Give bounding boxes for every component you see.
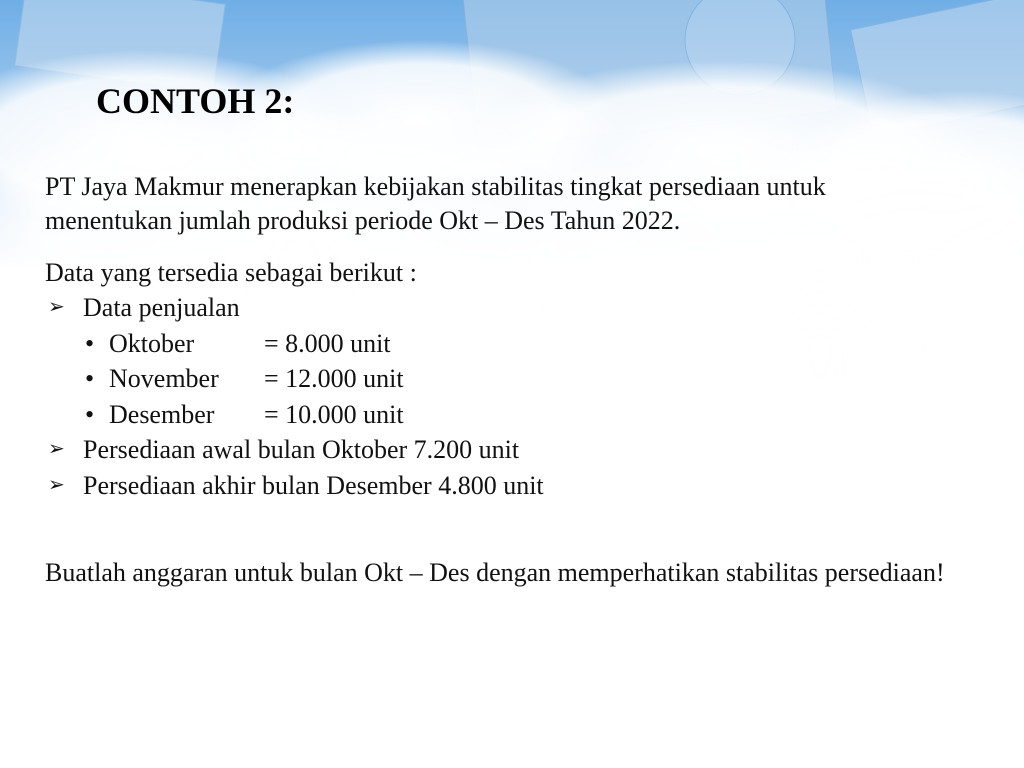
sales-month: November <box>109 364 219 393</box>
sales-value: = 10.000 unit <box>264 399 404 429</box>
arrow-bullet-icon: ➢ <box>48 438 65 460</box>
slide-title: CONTOH 2: <box>96 81 295 121</box>
sales-item <box>45 361 544 397</box>
bullet-dot-icon: • <box>85 328 95 358</box>
data-intro: Data yang tersedia sebagai berikut : <box>45 258 417 287</box>
sales-item <box>45 397 544 433</box>
sales-month: Desember <box>109 399 215 429</box>
list-item <box>45 290 544 326</box>
list-item <box>45 468 544 504</box>
sales-sublist <box>45 326 544 433</box>
instruction-paragraph: Buatlah anggaran untuk bulan Okt – Des dengan memperhatikan stabilitas persediaan! <box>45 558 945 587</box>
list-item-label: Data penjualan <box>83 293 240 322</box>
arrow-bullet-icon: ➢ <box>48 473 65 496</box>
sales-month: Oktober <box>109 328 195 358</box>
data-list <box>45 290 544 503</box>
bullet-dot-icon: • <box>85 399 95 429</box>
sales-item <box>45 326 544 362</box>
bullet-dot-icon: • <box>85 364 95 393</box>
sales-value: = 8.000 unit <box>264 328 391 358</box>
sales-value: = 12.000 unit <box>264 364 404 393</box>
sales-sublist-container <box>45 326 544 433</box>
intro-paragraph: PT Jaya Makmur menerapkan kebijakan stabilitas tingkat persediaan untuk menentukan jumlah produksi periode Okt – Des Tahun 2022. <box>45 172 826 235</box>
list-item-label: Persediaan awal bulan Oktober 7.200 unit <box>83 435 520 464</box>
list-item <box>45 432 544 468</box>
arrow-bullet-icon: ➢ <box>48 296 65 318</box>
list-item-label: Persediaan akhir bulan Desember 4.800 unit <box>83 470 544 500</box>
